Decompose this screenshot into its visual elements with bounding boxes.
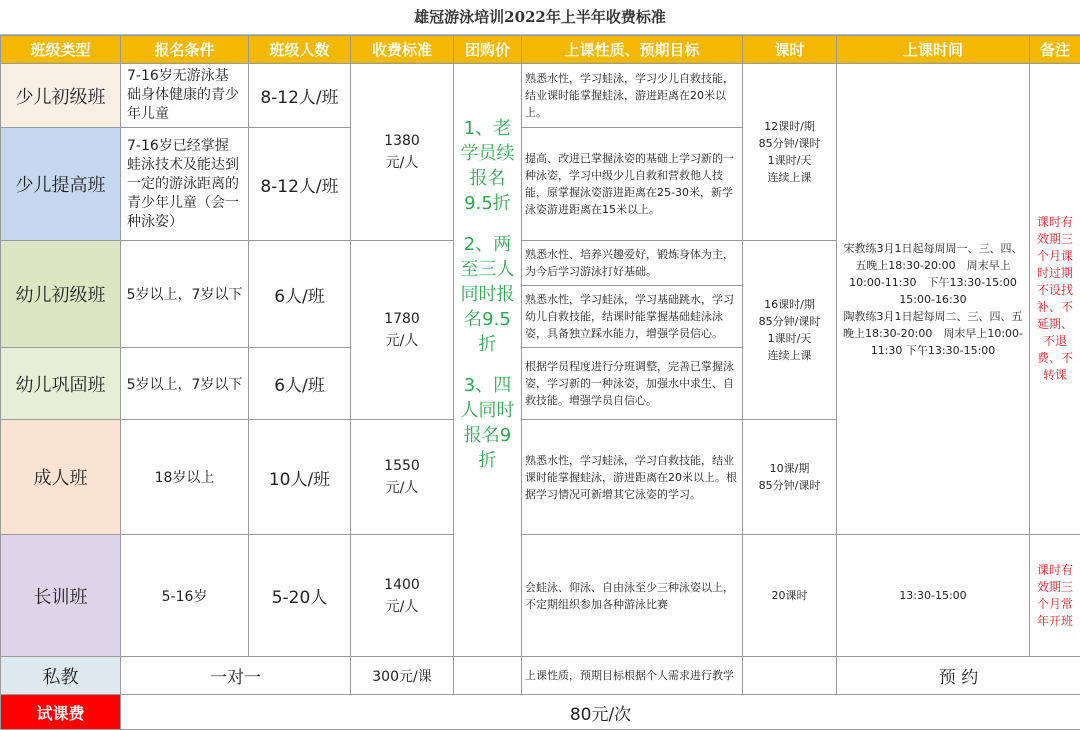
class-type: 私教	[1, 657, 121, 695]
time: 预 约	[837, 657, 1080, 695]
group-deals-cell	[454, 64, 522, 657]
hours-private	[743, 657, 837, 695]
condition: 5-16岁	[121, 535, 249, 657]
condition: 7-16岁已经掌握蛙泳技术及能达到一定的游泳距离的青少年儿童（会一种泳姿）	[121, 128, 249, 241]
fee-young-text: 1780元/人	[380, 308, 424, 352]
header-class-size: 班级人数	[249, 36, 351, 64]
header-hours: 课时	[743, 36, 837, 64]
time: 13:30-15:00	[837, 535, 1030, 657]
remark-text: 课时有效期三个月常年开班	[1035, 562, 1075, 630]
nature: 会蛙泳、仰泳、自由泳至少三种泳姿以上，不定期组织参加各种游泳比赛	[522, 535, 743, 657]
fee	[351, 420, 454, 535]
hours: 20课时	[743, 535, 837, 657]
class-size: 6人/班	[249, 348, 351, 420]
header-condition: 报名条件	[121, 36, 249, 64]
nature-split	[522, 241, 743, 348]
group-deal-1: 1、老学员续报名9.5折	[460, 116, 516, 216]
class-size: 6人/班	[249, 241, 351, 348]
nature: 熟悉水性，学习蛙泳，学习自救技能，结业课时能掌握蛙泳，游进距离在20米以上。根据学习情况可新增其它泳姿的学习。	[522, 420, 743, 535]
table-row	[1, 64, 1080, 128]
nature: 熟悉水性，学习蛙泳，学习少儿自救技能，结业课时能掌握蛙泳，游进距离在20米以上。	[522, 64, 743, 128]
condition: 7-16岁无游泳基础身体健康的青少年儿童	[121, 64, 249, 128]
nature-a: 熟悉水性、培养兴趣爱好，锻炼身体为主，为今后学习游泳打好基础。	[522, 241, 742, 286]
header-remark: 备注	[1030, 36, 1080, 64]
table-row-private	[1, 657, 1080, 695]
hours-young: 16课时/期 85分钟/课时 1课时/天 连续上课	[743, 241, 837, 420]
fee-kids	[351, 64, 454, 241]
header-class-type: 班级类型	[1, 36, 121, 64]
fee	[351, 535, 454, 657]
class-type: 少儿初级班	[1, 64, 121, 128]
fee-young	[351, 241, 454, 420]
nature: 根据学员程度进行分班调整，完善已掌握泳姿，学习新的一种泳姿，加强水中求生、自救技能。增强学员自信心。	[522, 348, 743, 420]
class-type: 成人班	[1, 420, 121, 535]
condition: 18岁以上	[121, 420, 249, 535]
table-row-trial	[1, 695, 1080, 730]
table-header-row	[1, 36, 1080, 64]
header-group-price: 团购价	[454, 36, 522, 64]
class-size: 5-20人	[249, 535, 351, 657]
header-fee: 收费标准	[351, 36, 454, 64]
class-type: 长训班	[1, 535, 121, 657]
hours: 10课/期 85分钟/课时	[743, 420, 837, 535]
group-deal-3: 3、四人同时报名9折	[460, 373, 516, 473]
fee-table	[0, 35, 1080, 730]
nature-b: 熟悉水性，学习蛙泳，学习基础跳水，学习幼儿自救技能，结课时能掌握基础蛙泳泳姿，具备独立踩水能力，增强学员信心。	[522, 286, 742, 347]
table-row	[1, 535, 1080, 657]
header-time: 上课时间	[837, 36, 1030, 64]
condition: 5岁以上，7岁以下	[121, 241, 249, 348]
fee: 300元/课	[351, 657, 454, 695]
fee-text: 1400元/人	[380, 574, 424, 618]
condition: 一对一	[121, 657, 351, 695]
fee-kids-text: 1380元/人	[380, 130, 424, 174]
class-type: 幼儿巩固班	[1, 348, 121, 420]
hours-kids: 12课时/期 85分钟/课时 1课时/天 连续上课	[743, 64, 837, 241]
remark	[1030, 535, 1080, 657]
class-size: 8-12人/班	[249, 64, 351, 128]
header-nature: 上课性质、预期目标	[522, 36, 743, 64]
nature: 上课性质，预期目标根据个人需求进行教学	[522, 657, 743, 695]
class-type: 少儿提高班	[1, 128, 121, 241]
group-price-private	[454, 657, 522, 695]
nature: 提高、改进已掌握泳姿的基础上学习新的一种泳姿，学习中级少儿自救和营救他人技能，原掌握泳姿游进距离在25-30米，新学泳姿游进距离在15米以上。	[522, 128, 743, 241]
remark-main-text: 课时有效期三个月课时过期不设找补、不延期、不退费、不转课	[1035, 214, 1075, 384]
class-size: 8-12人/班	[249, 128, 351, 241]
time-main: 宋教练3月1日起每周周一、三、四、五晚上18:30-20:00 周末早上10:00-11:30 下午13:30-15:00 15:00-16:30 陶教练3月1日起每周二、三、四、五晚上18:30-20:00 周末早上10:00-11:30 下午13:30-15:00	[837, 64, 1030, 535]
condition: 5岁以上，7岁以下	[121, 348, 249, 420]
class-type: 幼儿初级班	[1, 241, 121, 348]
class-size: 10人/班	[249, 420, 351, 535]
trial-fee: 80元/次	[121, 695, 1080, 730]
group-deal-2: 2、两至三人同时报名9.5折	[460, 232, 516, 357]
fee-text: 1550元/人	[380, 455, 424, 499]
page-title: 雄冠游泳培训2022年上半年收费标准	[0, 0, 1080, 35]
trial-label: 试课费	[1, 695, 121, 730]
remark-main	[1030, 64, 1080, 535]
